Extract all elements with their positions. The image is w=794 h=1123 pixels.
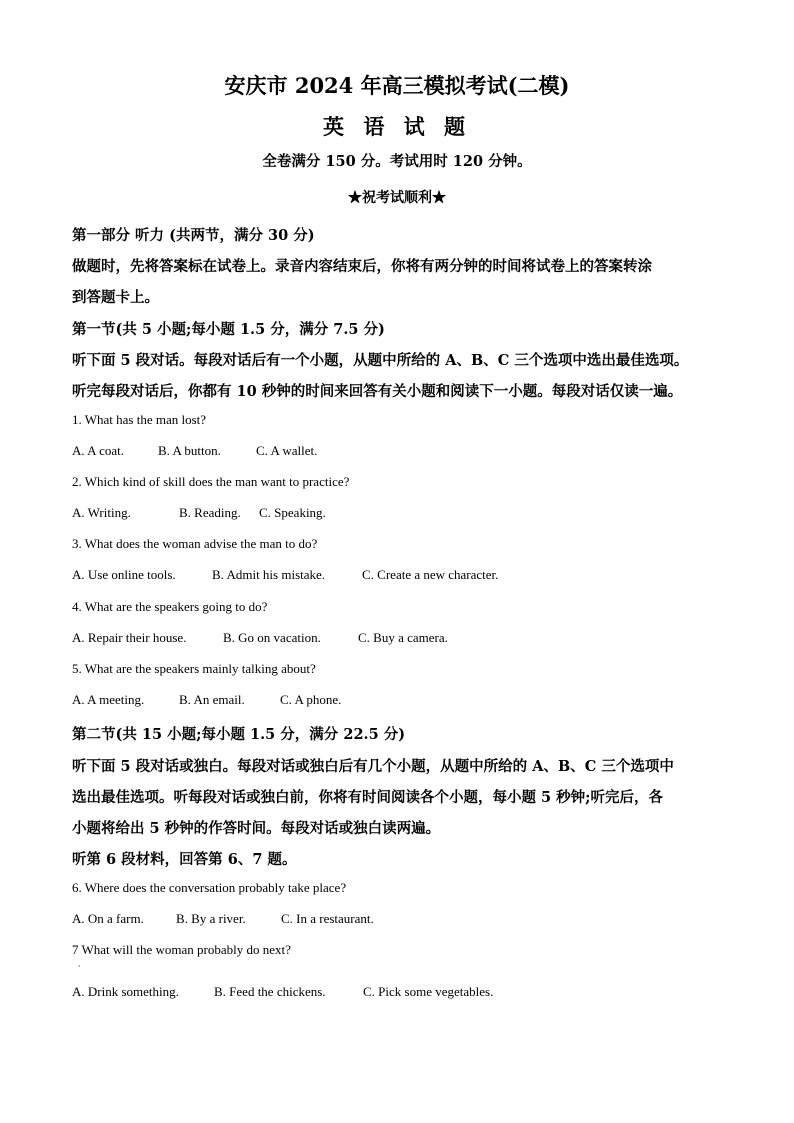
option-c: C. Pick some vegetables. bbox=[363, 984, 494, 999]
question-options bbox=[72, 505, 326, 521]
question-options bbox=[72, 443, 317, 459]
option-b: B. An email. bbox=[179, 692, 245, 707]
part1-instruction-line: 做题时，先将答案标在试卷上。录音内容结束后，你将有两分钟的时间将试卷上的答案转涂 bbox=[72, 258, 652, 275]
section1-instruction-line: 听下面 5 段对话。每段对话后有一个小题，从题中所给的 A、B、C 三个选项中选出最佳选项。 bbox=[72, 352, 689, 369]
section2-instruction-line: 小题将给出 5 秒钟的作答时间。每段对话或独白读两遍。 bbox=[72, 820, 441, 837]
question-stem: 1. What has the man lost? bbox=[72, 412, 207, 427]
question-options bbox=[72, 984, 493, 1000]
option-c: C. Buy a camera. bbox=[358, 630, 448, 645]
option-b: B. Go on vacation. bbox=[223, 630, 321, 645]
option-c: C. Create a new character. bbox=[362, 567, 499, 582]
option-b: B. Admit his mistake. bbox=[212, 567, 326, 582]
option-c: C. Speaking. bbox=[259, 505, 326, 520]
exam-subtitle: 英 语 试 题 bbox=[323, 114, 471, 139]
question-stem: 2. Which kind of skill does the man want to practice? bbox=[72, 474, 350, 489]
full-score-note: 全卷满分 150 分。考试用时 120 分钟。 bbox=[262, 153, 532, 170]
option-c: C. A wallet. bbox=[256, 443, 318, 458]
question-options bbox=[72, 692, 341, 708]
option-a: A. Repair their house. bbox=[72, 630, 187, 645]
section1-instruction-line: 听完每段对话后，你都有 10 秒钟的时间来回答有关小题和阅读下一小题。每段对话仅读一遍。 bbox=[72, 383, 683, 400]
stray-dot: · bbox=[78, 962, 81, 971]
option-a: A. A meeting. bbox=[72, 692, 145, 707]
material-note: 听第 6 段材料，回答第 6、7 题。 bbox=[72, 851, 297, 868]
question-stem: 7 What will the woman probably do next? bbox=[72, 942, 291, 957]
section1-heading: 第一节(共 5 小题;每小题 1.5 分，满分 7.5 分) bbox=[72, 321, 385, 338]
option-a: A. A coat. bbox=[72, 443, 124, 458]
option-b: B. Feed the chickens. bbox=[214, 984, 326, 999]
question-options bbox=[72, 567, 498, 583]
option-a: A. Use online tools. bbox=[72, 567, 176, 582]
exam-title: 安庆市 2024 年高三模拟考试(二模) bbox=[224, 73, 570, 98]
section2-instruction-line: 听下面 5 段对话或独白。每段对话或独白后有几个小题，从题中所给的 A、B、C 三个选项中 bbox=[72, 758, 674, 775]
option-a: A. Drink something. bbox=[72, 984, 179, 999]
question-options bbox=[72, 911, 374, 927]
option-c: C. In a restaurant. bbox=[281, 911, 374, 926]
section2-instruction-line: 选出最佳选项。听每段对话或独白前，你将有时间阅读各个小题，每小题 5 秒钟;听完后，各 bbox=[72, 789, 664, 806]
part1-heading: 第一部分 听力 (共两节，满分 30 分) bbox=[72, 227, 315, 244]
option-a: A. On a farm. bbox=[72, 911, 144, 926]
option-b: B. Reading. bbox=[179, 505, 241, 520]
question-options bbox=[72, 630, 448, 646]
option-a: A. Writing. bbox=[72, 505, 131, 520]
question-stem: 5. What are the speakers mainly talking about? bbox=[72, 661, 316, 676]
question-stem: 3. What does the woman advise the man to do? bbox=[72, 536, 318, 551]
question-stem: 4. What are the speakers going to do? bbox=[72, 599, 268, 614]
good-luck-note: ★祝考试顺利★ bbox=[348, 190, 446, 206]
part1-instruction-line: 到答题卡上。 bbox=[72, 289, 159, 306]
section2-heading: 第二节(共 15 小题;每小题 1.5 分，满分 22.5 分) bbox=[72, 726, 406, 743]
option-b: B. A button. bbox=[158, 443, 221, 458]
option-b: B. By a river. bbox=[176, 911, 246, 926]
question-stem: 6. Where does the conversation probably take place? bbox=[72, 880, 347, 895]
option-c: C. A phone. bbox=[280, 692, 342, 707]
